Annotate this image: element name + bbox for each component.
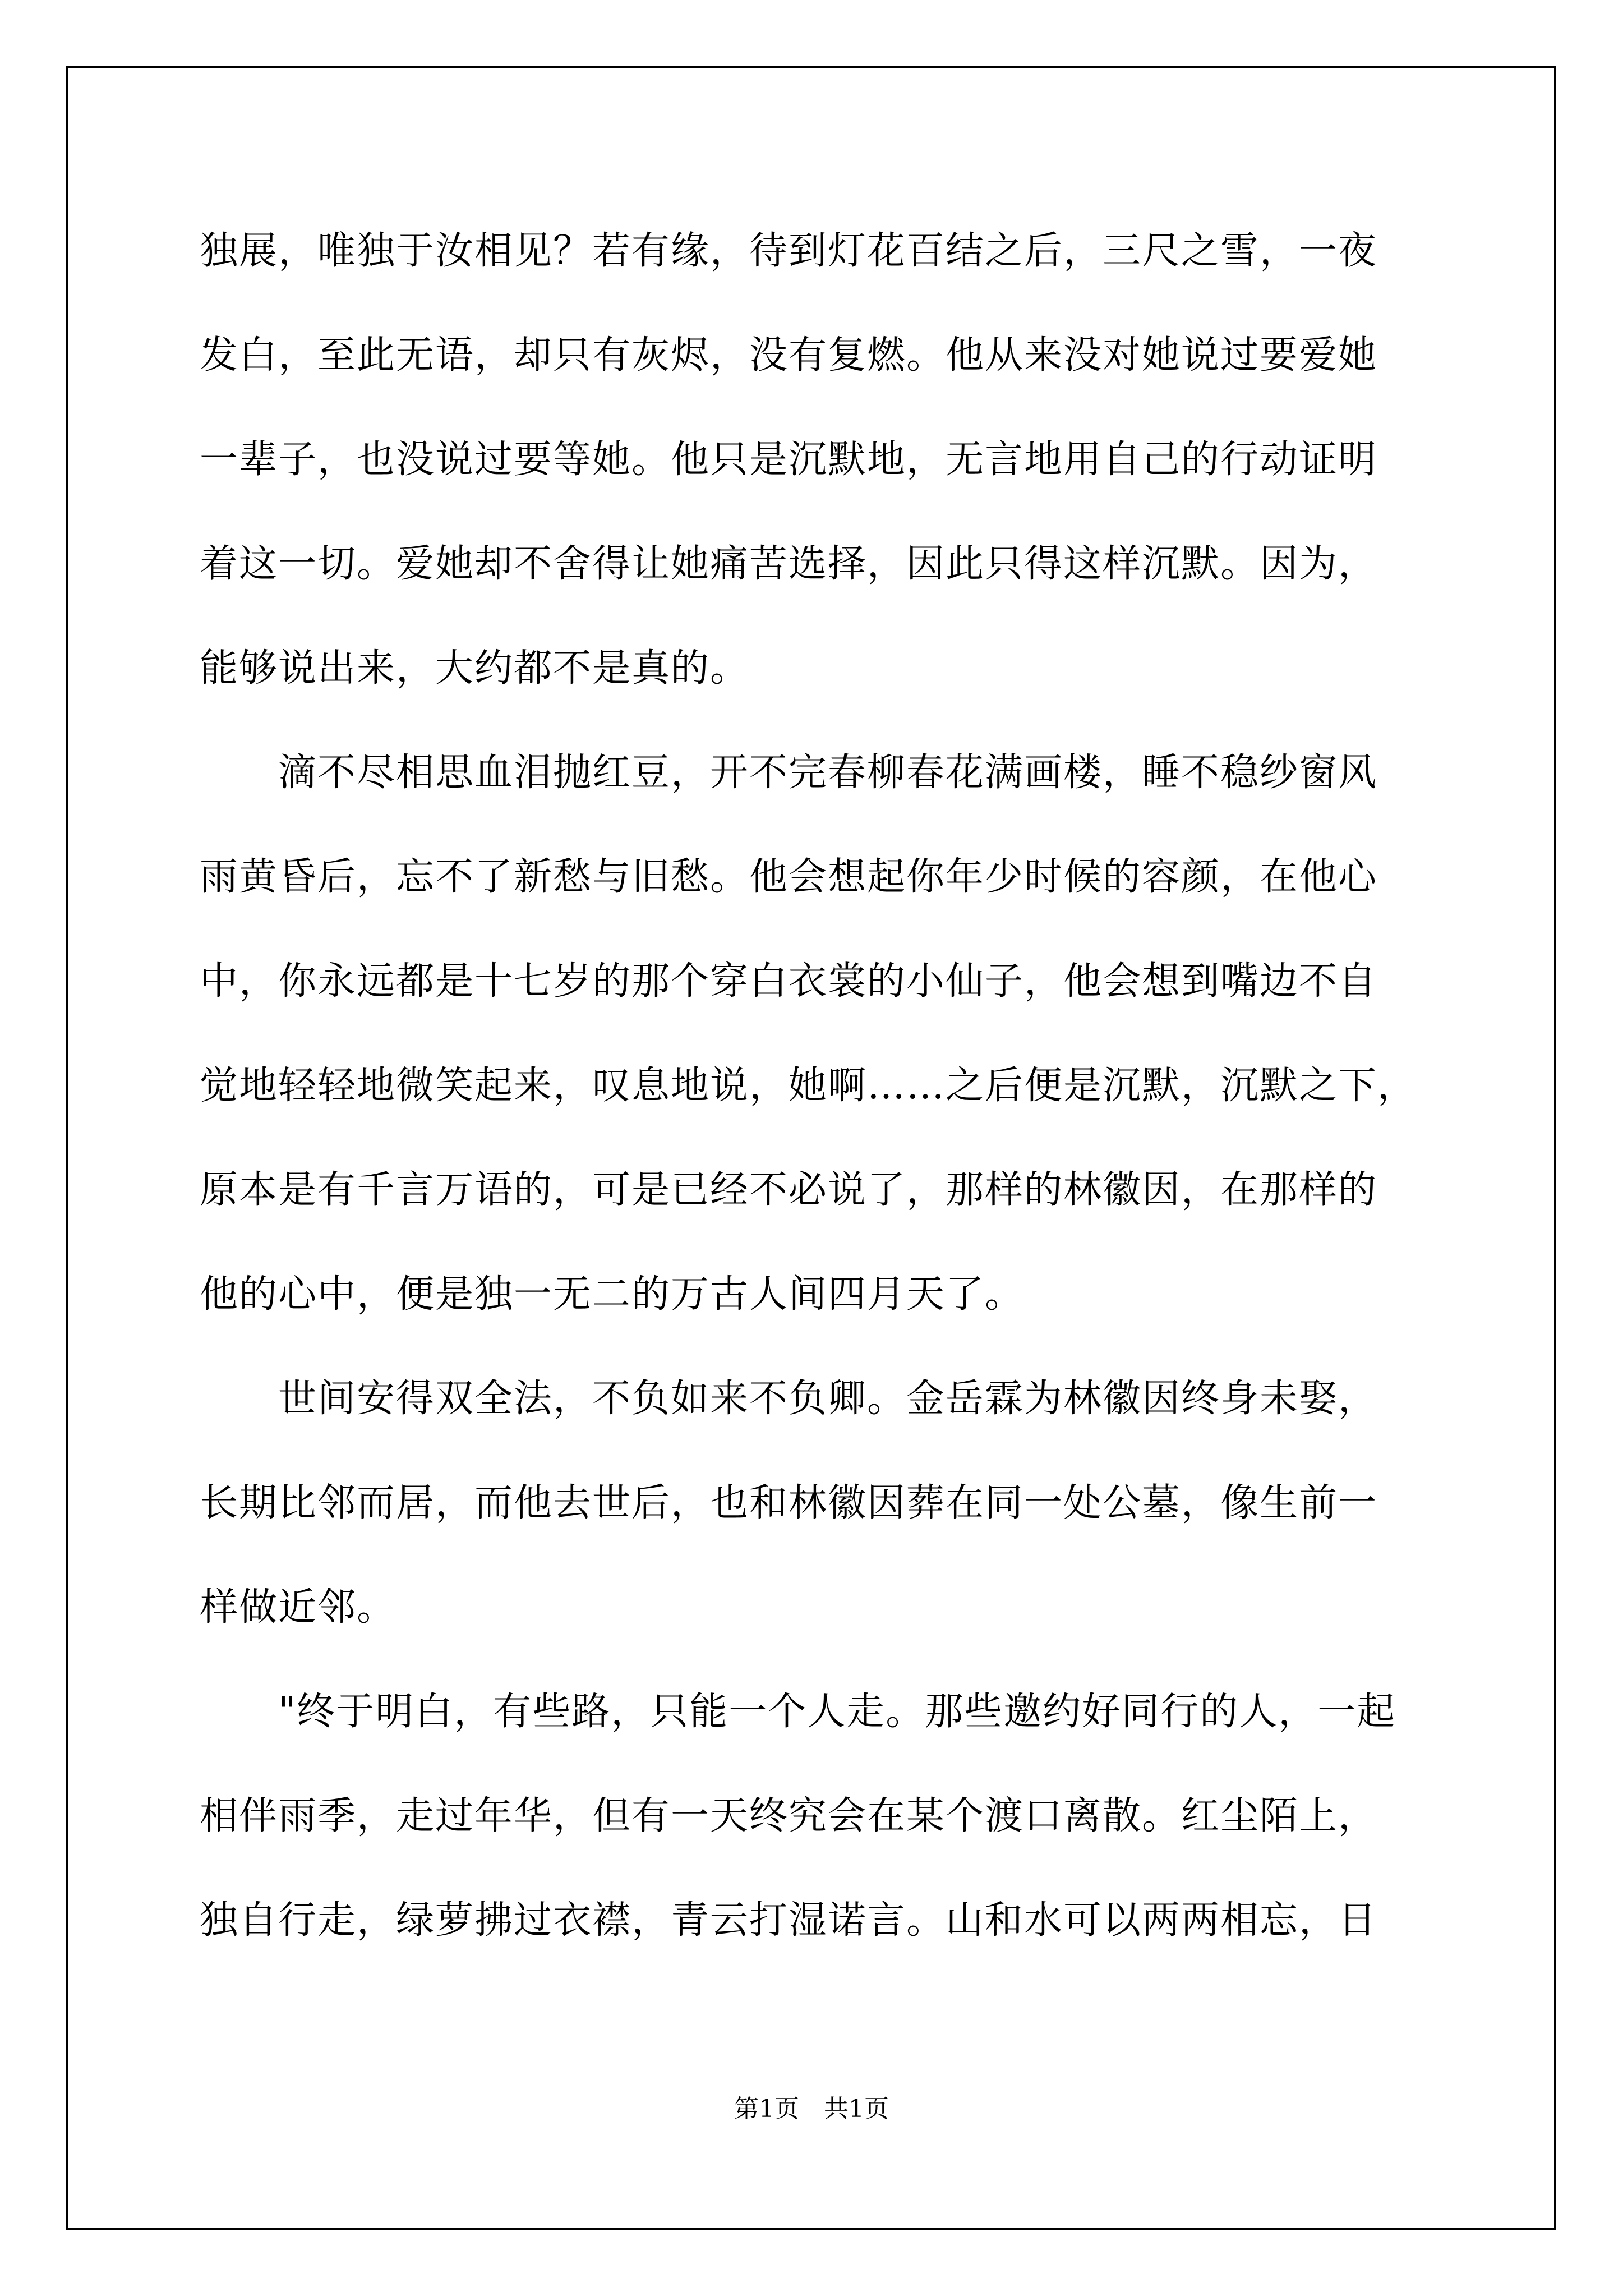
- text-line: 一辈子，也没说过要等她。他只是沉默地，无言地用自己的行动证明: [200, 438, 1378, 482]
- text-line: 他的心中，便是独一无二的万古人间四月天了。: [200, 1272, 1025, 1317]
- text-line: 独展，唯独于汝相见？若有缘，待到灯花百结之后，三尺之雪，一夜: [200, 229, 1378, 273]
- document-body: [200, 213, 1439, 1987]
- text-line: 独自行走，绿萝拂过衣襟，青云打湿诺言。山和水可以两两相忘，日: [200, 1898, 1378, 1943]
- text-line: 原本是有千言万语的，可是已经不必说了，那样的林徽因，在那样的: [200, 1168, 1378, 1212]
- text-line: 着这一切。爱她却不舍得让她痛苦选择，因此只得这样沉默。因为，: [200, 542, 1378, 586]
- text-line: 世间安得双全法，不负如来不负卿。金岳霖为林徽因终身未娶，: [200, 1377, 1378, 1421]
- text-line: 觉地轻轻地微笑起来，叹息地说，她啊……之后便是沉默，沉默之下，: [200, 1064, 1417, 1108]
- text-line: 相伴雨季，走过年华，但有一天终究会在某个渡口离散。红尘陌上，: [200, 1794, 1378, 1838]
- text-line: 发白，至此无语，却只有灰烬，没有复燃。他从来没对她说过要爱她: [200, 333, 1378, 378]
- text-line: "终于明白，有些路，只能一个人走。那些邀约好同行的人，一起: [200, 1690, 1396, 1734]
- text-line: 长期比邻而居，而他去世后，也和林徽因葬在同一处公墓，像生前一: [200, 1481, 1378, 1525]
- text-line: 中，你永远都是十七岁的那个穿白衣裳的小仙子，他会想到嘴边不自: [200, 959, 1378, 1004]
- page-number: 第1页 共1页: [734, 2095, 889, 2123]
- text-line: 样做近邻。: [200, 1585, 396, 1630]
- text-line: 能够说出来，大约都不是真的。: [200, 646, 750, 691]
- page-footer: [0, 2092, 1623, 2126]
- text-line: 滴不尽相思血泪抛红豆，开不完春柳春花满画楼，睡不稳纱窗风: [200, 751, 1378, 795]
- text-line: 雨黄昏后，忘不了新愁与旧愁。他会想起你年少时候的容颜，在他心: [200, 855, 1378, 899]
